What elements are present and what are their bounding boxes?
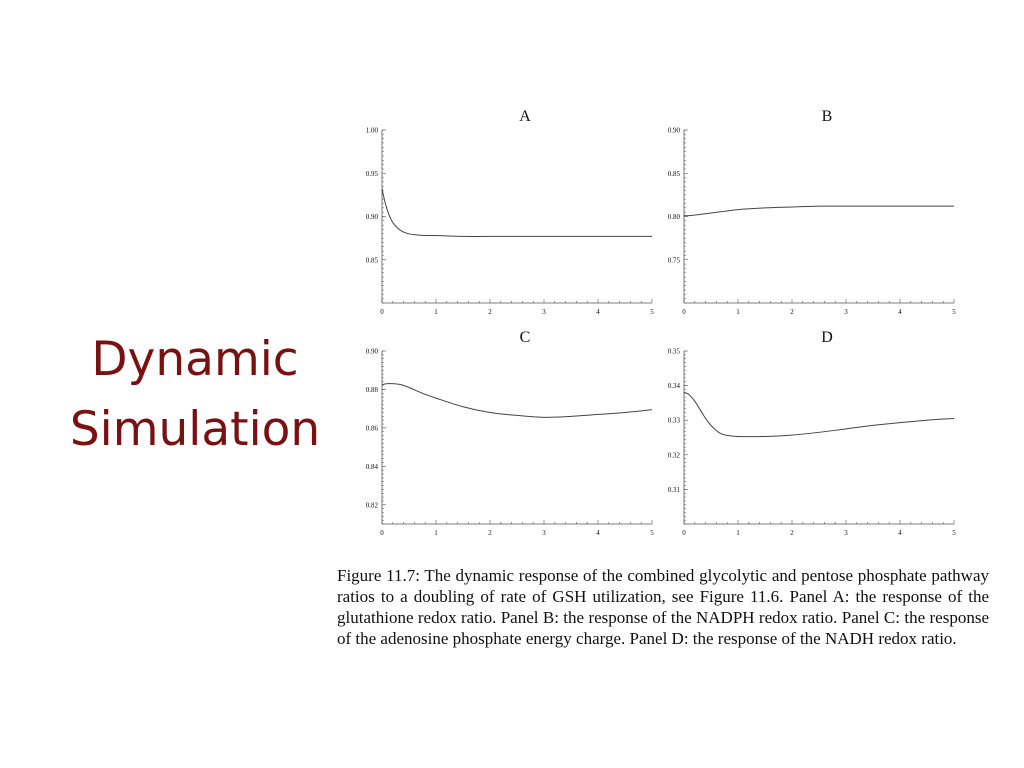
slide-title — [40, 325, 350, 465]
panel-d — [668, 329, 957, 537]
panel-a — [366, 108, 655, 316]
panel-c-y-tick-label: 0.86 — [365, 424, 378, 433]
panel-a-x-tick-label: 1 — [434, 308, 438, 316]
slide-title-line-2: Simulation — [69, 402, 321, 457]
panel-a-y-tick-label: 0.85 — [365, 256, 378, 265]
panel-b-y-tick-label: 0.80 — [667, 213, 680, 221]
panel-a-x-tick-label: 2 — [488, 308, 492, 316]
panel-d-x-tick-label: 5 — [952, 529, 956, 537]
panel-b — [668, 108, 957, 316]
slide-title-line-1: Dynamic — [91, 332, 299, 387]
panel-b-y-tick-label: 0.75 — [667, 256, 680, 265]
figure-panels — [340, 100, 980, 550]
panel-d-x-tick-label: 2 — [790, 529, 794, 537]
panel-c-series-line — [382, 384, 652, 418]
panel-c-x-tick-label: 1 — [434, 529, 438, 537]
figure-caption: Figure 11.7: The dynamic response of the combined glycolytic and pentose phosphate pathway ratios to a doubling of rate of GSH utilization, see Figure 11.6. Panel A: the response of the glutathione redox ratio. Panel B: the response of the NADPH redox ratio. Panel C: the response of the adenosine phosphate energy charge. Panel D: the response of the NADH redox ratio. — [337, 566, 989, 648]
panel-d-x-tick-label: 1 — [736, 529, 740, 537]
panel-b-x-tick-label: 5 — [952, 308, 956, 316]
panel-d-x-tick-label: 4 — [898, 529, 902, 537]
panel-c-title: C — [519, 329, 531, 346]
panel-d-y-tick-label: 0.34 — [667, 382, 680, 391]
panel-d-y-tick-label: 0.35 — [667, 347, 680, 356]
panel-c-y-tick-label: 0.82 — [365, 501, 378, 510]
panel-b-x-tick-label: 0 — [682, 308, 686, 316]
panel-a-title: A — [519, 108, 531, 125]
panel-b-series-line — [684, 206, 954, 216]
panel-d-y-tick-label: 0.32 — [667, 451, 680, 460]
panel-c-y-tick-label: 0.90 — [365, 347, 378, 356]
panel-b-x-tick-label: 4 — [898, 308, 902, 316]
panel-c-x-tick-label: 5 — [650, 529, 654, 537]
panel-c-x-tick-label: 3 — [542, 529, 546, 537]
panel-b-x-tick-label: 3 — [844, 308, 848, 316]
panel-b-y-tick-label: 0.90 — [667, 126, 680, 135]
panel-d-y-tick-label: 0.33 — [667, 416, 680, 425]
panel-a-series-line — [382, 189, 652, 237]
panel-c-x-tick-label: 4 — [596, 529, 600, 537]
panel-a-x-tick-label: 0 — [380, 308, 384, 316]
panel-b-x-tick-label: 1 — [736, 308, 740, 316]
panel-c-y-tick-label: 0.88 — [365, 385, 378, 394]
panel-a-y-tick-label: 0.90 — [365, 213, 378, 221]
panel-d-x-tick-label: 3 — [844, 529, 848, 537]
panel-d-series-line — [684, 393, 954, 437]
panel-c-x-tick-label: 0 — [380, 529, 384, 537]
panel-d-x-tick-label: 0 — [682, 529, 686, 537]
panel-d-y-tick-label: 0.31 — [667, 485, 680, 494]
panel-a-y-tick-label: 1.00 — [365, 126, 378, 135]
panel-d-title: D — [821, 329, 833, 346]
panel-b-x-tick-label: 2 — [790, 308, 794, 316]
panel-c-x-tick-label: 2 — [488, 529, 492, 537]
panel-a-x-tick-label: 5 — [650, 308, 654, 316]
panel-c — [366, 329, 655, 537]
panel-c-y-tick-label: 0.84 — [365, 462, 378, 471]
panel-b-y-tick-label: 0.85 — [667, 169, 680, 178]
panel-a-x-tick-label: 4 — [596, 308, 600, 316]
panel-a-x-tick-label: 3 — [542, 308, 546, 316]
panel-b-title: B — [821, 108, 833, 125]
panel-a-y-tick-label: 0.95 — [365, 169, 378, 178]
